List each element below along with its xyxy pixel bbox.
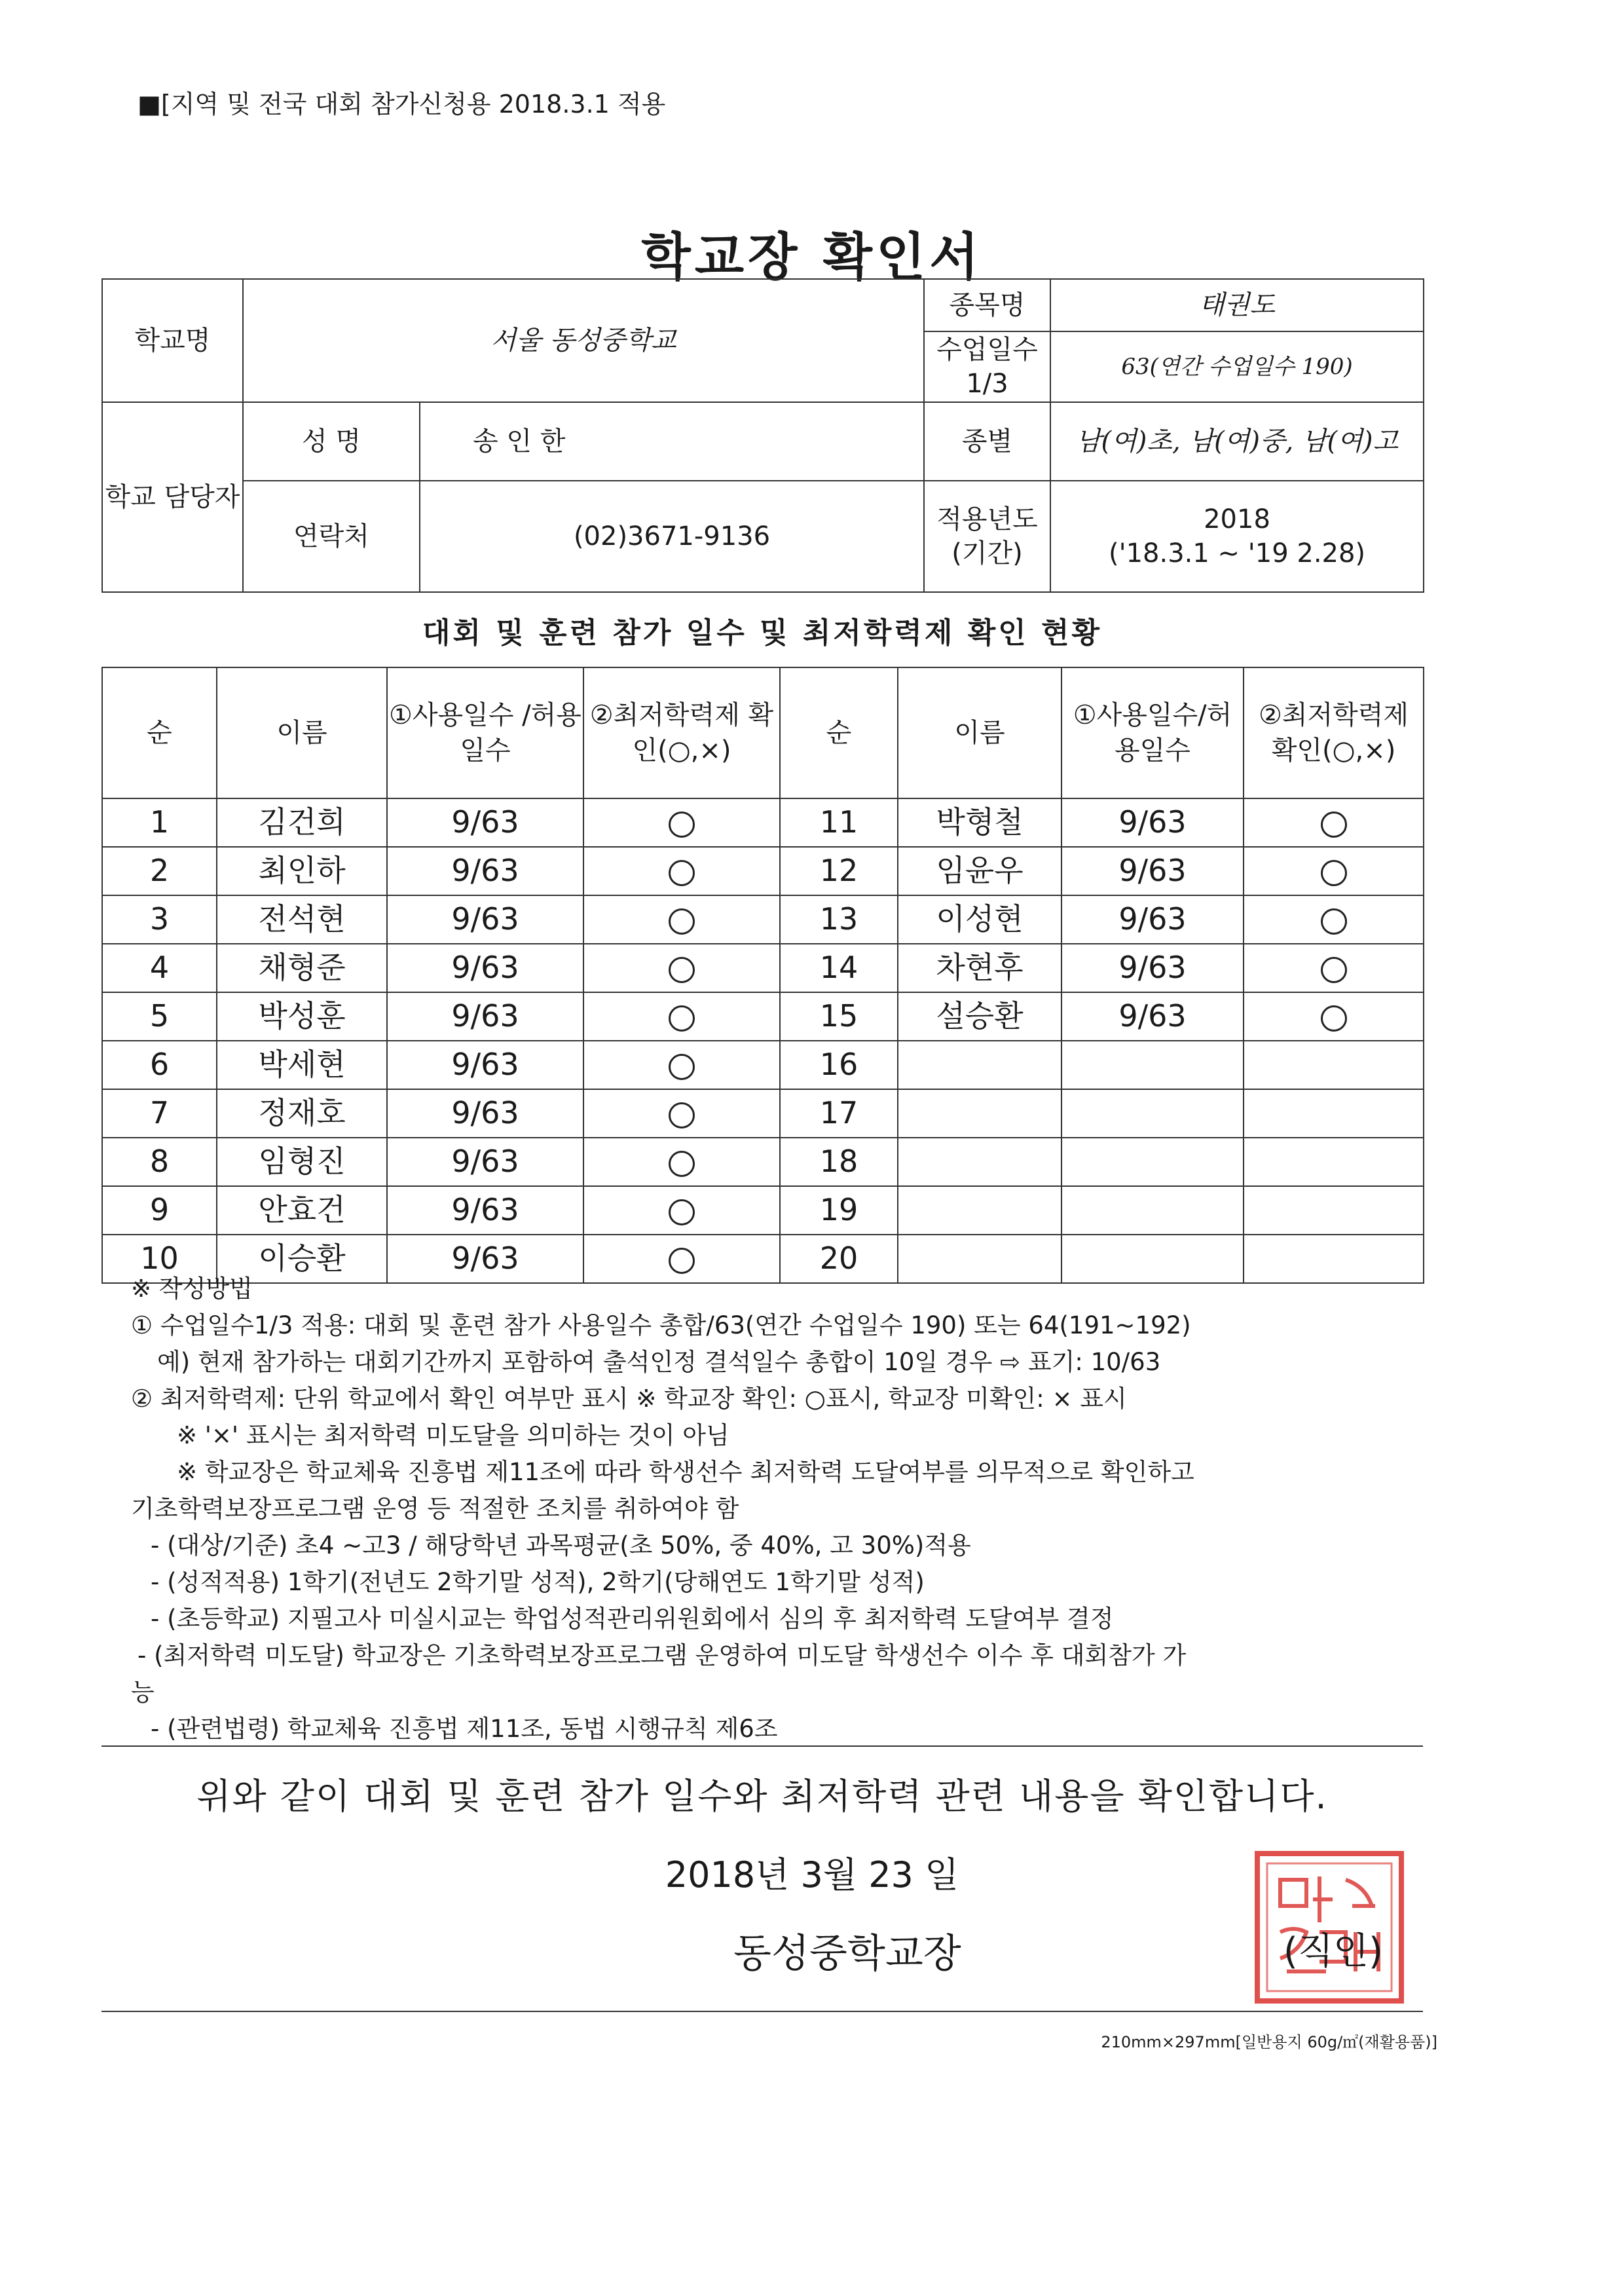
note-line: - (최저학력 미도달) 학교장은 기초학력보장프로그램 운영하여 미도달 학생선수 이수 후 대회참가 가	[138, 1641, 1187, 1670]
info-table	[101, 278, 1424, 593]
row-no: 2	[102, 847, 217, 895]
table-row	[102, 1186, 1424, 1235]
days-used: 9/63	[387, 847, 583, 895]
sport-value: 태권도	[1050, 279, 1424, 331]
days-used: 9/63	[1061, 992, 1244, 1041]
student-name	[898, 1186, 1061, 1235]
check-mark	[583, 895, 780, 944]
type-label: 종별	[924, 402, 1050, 481]
check-circle-icon	[669, 1102, 695, 1129]
row-no: 11	[780, 798, 898, 847]
header-check-right: ②최저학력제 확인(○,×)	[1244, 667, 1424, 798]
note-line: 기초학력보장프로그램 운영 등 적절한 조치를 취하여야 함	[131, 1495, 739, 1523]
student-name: 설승환	[898, 992, 1061, 1041]
check-mark	[583, 1138, 780, 1186]
row-no: 15	[780, 992, 898, 1041]
check-circle-icon	[1321, 1005, 1347, 1032]
student-name: 박형철	[898, 798, 1061, 847]
name-value: 송 인 한	[420, 402, 924, 481]
note-line: ※ 학교장은 학교체육 진흥법 제11조에 따라 학생선수 최저학력 도달여부를 의무적으로 확인하고	[177, 1458, 1194, 1486]
row-no: 4	[102, 944, 217, 992]
table-row	[102, 847, 1424, 895]
days-used: 9/63	[387, 1041, 583, 1089]
days-used	[1061, 1138, 1244, 1186]
check-circle-icon	[1321, 957, 1347, 983]
row-no: 13	[780, 895, 898, 944]
note-line: - (초등학교) 지필고사 미실시교는 학업성적관리위원회에서 심의 후 최저학력 도달여부 결정	[151, 1605, 1114, 1633]
note-line: 예) 현재 참가하는 대회기간까지 포함하여 출석인정 결석일수 총합이 10일 경우 ⇨ 표기: 10/63	[157, 1348, 1161, 1376]
header-check-left: ②최저학력제 확인(○,×)	[583, 667, 780, 798]
check-circle-icon	[669, 812, 695, 838]
note-line: ① 수업일수1/3 적용: 대회 및 훈련 참가 사용일수 총합/63(연간 수업일수 190) 또는 64(191~192)	[131, 1311, 1191, 1339]
row-no: 9	[102, 1186, 217, 1235]
check-mark	[1244, 992, 1424, 1041]
header-no-right: 순	[780, 667, 898, 798]
student-name: 채형준	[217, 944, 387, 992]
divider-bottom	[101, 2011, 1423, 2012]
days-value: 63(연간 수업일수 190)	[1050, 331, 1424, 402]
check-circle-icon	[669, 1199, 695, 1225]
days-used: 9/63	[387, 944, 583, 992]
row-no: 19	[780, 1186, 898, 1235]
participation-table	[101, 667, 1424, 1284]
check-circle-icon	[669, 957, 695, 983]
divider-top	[101, 1745, 1423, 1747]
student-name: 정재호	[217, 1089, 387, 1138]
section-subtitle: 대회 및 훈련 참가 일수 및 최저학력제 확인 현황	[422, 616, 1103, 650]
table-row	[102, 1041, 1424, 1089]
page-title: 학교장 확인서	[641, 228, 983, 287]
check-mark	[583, 944, 780, 992]
header-name-left: 이름	[217, 667, 387, 798]
confirm-statement: 위와 같이 대회 및 훈련 참가 일수와 최저학력 관련 내용을 확인합니다.	[196, 1776, 1328, 1817]
check-mark	[1244, 1138, 1424, 1186]
row-no: 1	[102, 798, 217, 847]
days-used: 9/63	[387, 1138, 583, 1186]
check-circle-icon	[669, 908, 695, 935]
student-name: 임윤우	[898, 847, 1061, 895]
note-line: - (성적적용) 1학기(전년도 2학기말 성적), 2학기(당해연도 1학기말 성적)	[151, 1568, 925, 1596]
days-used: 9/63	[1061, 798, 1244, 847]
row-no: 14	[780, 944, 898, 992]
header-name-right: 이름	[898, 667, 1061, 798]
days-used: 9/63	[1061, 847, 1244, 895]
issue-date: 2018년 3월 23 일	[665, 1854, 959, 1895]
school-name-label: 학교명	[102, 279, 243, 402]
year-value: 2018	[1204, 504, 1270, 534]
student-name: 이승환	[217, 1235, 387, 1283]
days-used: 9/63	[387, 1186, 583, 1235]
check-circle-icon	[669, 1005, 695, 1032]
note-line: ② 최저학력제: 단위 학교에서 확인 여부만 표시 ※ 학교장 확인: ○표시, 학교장 미확인: × 표시	[131, 1385, 1127, 1413]
row-no: 3	[102, 895, 217, 944]
student-name: 차현후	[898, 944, 1061, 992]
student-name: 최인하	[217, 847, 387, 895]
days-label: 수업일수1/3	[924, 331, 1050, 402]
check-mark	[583, 798, 780, 847]
days-used: 9/63	[387, 1235, 583, 1283]
days-used: 9/63	[387, 798, 583, 847]
row-no: 6	[102, 1041, 217, 1089]
student-name: 박성훈	[217, 992, 387, 1041]
table-row	[102, 1138, 1424, 1186]
note-line: ※ 작성방법	[131, 1275, 253, 1303]
days-used: 9/63	[387, 1089, 583, 1138]
paper-spec-footer: 210mm×297mm[일반용지 60g/㎡(재활용품)]	[1101, 2033, 1437, 2051]
days-used: 9/63	[1061, 895, 1244, 944]
year-label: 적용년도 (기간)	[924, 481, 1050, 592]
days-used	[1061, 1041, 1244, 1089]
student-name: 박세현	[217, 1041, 387, 1089]
student-name	[898, 1089, 1061, 1138]
note-line: ※ '×' 표시는 최저학력 미도달을 의미하는 것이 아님	[177, 1421, 729, 1449]
check-mark	[1244, 847, 1424, 895]
staff-label: 학교 담당자	[102, 402, 243, 592]
row-no: 20	[780, 1235, 898, 1283]
note-line: - (관련법령) 학교체육 진흥법 제11조, 동법 시행규칙 제6조	[151, 1715, 778, 1743]
signer-title: 동성중학교장	[733, 1931, 961, 1977]
contact-value: (02)3671-9136	[420, 481, 924, 592]
header-no-left: 순	[102, 667, 217, 798]
student-name: 김건희	[217, 798, 387, 847]
note-line: - (대상/기준) 초4 ~고3 / 해당학년 과목평균(초 50%, 중 40%, 고 30%)적용	[151, 1531, 971, 1559]
check-mark	[583, 992, 780, 1041]
year-cell	[1050, 481, 1424, 592]
check-mark	[583, 1186, 780, 1235]
student-name: 전석현	[217, 895, 387, 944]
check-circle-icon	[1321, 860, 1347, 886]
contact-label: 연락처	[243, 481, 420, 592]
row-no: 12	[780, 847, 898, 895]
sport-label: 종목명	[924, 279, 1050, 331]
header-days-right: ①사용일수/허용일수	[1061, 667, 1244, 798]
table-row	[102, 895, 1424, 944]
student-name: 이성현	[898, 895, 1061, 944]
table-row	[102, 1089, 1424, 1138]
row-no: 18	[780, 1138, 898, 1186]
student-name: 임형진	[217, 1138, 387, 1186]
student-name: 안효건	[217, 1186, 387, 1235]
notes-block	[131, 1271, 1428, 1747]
check-mark	[1244, 1041, 1424, 1089]
row-no: 5	[102, 992, 217, 1041]
school-name-value: 서울 동성중학교	[243, 279, 924, 402]
header-note: ■[지역 및 전국 대회 참가신청용 2018.3.1 적용	[138, 90, 666, 119]
seal-label: (직인)	[1283, 1930, 1383, 1973]
check-circle-icon	[669, 1248, 695, 1274]
row-no: 17	[780, 1089, 898, 1138]
row-no: 16	[780, 1041, 898, 1089]
days-used	[1061, 1186, 1244, 1235]
days-used	[1061, 1089, 1244, 1138]
table-body	[102, 798, 1424, 1283]
days-used: 9/63	[1061, 944, 1244, 992]
header-days-left: ①사용일수 /허용일수	[387, 667, 583, 798]
check-circle-icon	[669, 1054, 695, 1080]
table-row	[102, 798, 1424, 847]
days-used: 9/63	[387, 895, 583, 944]
check-mark	[1244, 895, 1424, 944]
table-row	[102, 992, 1424, 1041]
student-name	[898, 1138, 1061, 1186]
row-no: 7	[102, 1089, 217, 1138]
check-mark	[1244, 1089, 1424, 1138]
row-no: 10	[102, 1235, 217, 1283]
name-label: 성 명	[243, 402, 420, 481]
check-mark	[1244, 798, 1424, 847]
check-mark	[583, 847, 780, 895]
check-mark	[1244, 944, 1424, 992]
table-row	[102, 944, 1424, 992]
check-mark	[583, 1041, 780, 1089]
check-circle-icon	[1321, 908, 1347, 935]
period-value: ('18.3.1 ~ '19 2.28)	[1108, 538, 1366, 569]
check-circle-icon	[669, 860, 695, 886]
note-line: 능	[131, 1678, 155, 1706]
check-mark	[583, 1089, 780, 1138]
row-no: 8	[102, 1138, 217, 1186]
days-used: 9/63	[387, 992, 583, 1041]
student-name	[898, 1041, 1061, 1089]
check-mark	[1244, 1186, 1424, 1235]
type-value: 남(여)초, 남(여)중, 남(여)고	[1050, 402, 1424, 481]
check-circle-icon	[1321, 812, 1347, 838]
check-circle-icon	[669, 1151, 695, 1177]
